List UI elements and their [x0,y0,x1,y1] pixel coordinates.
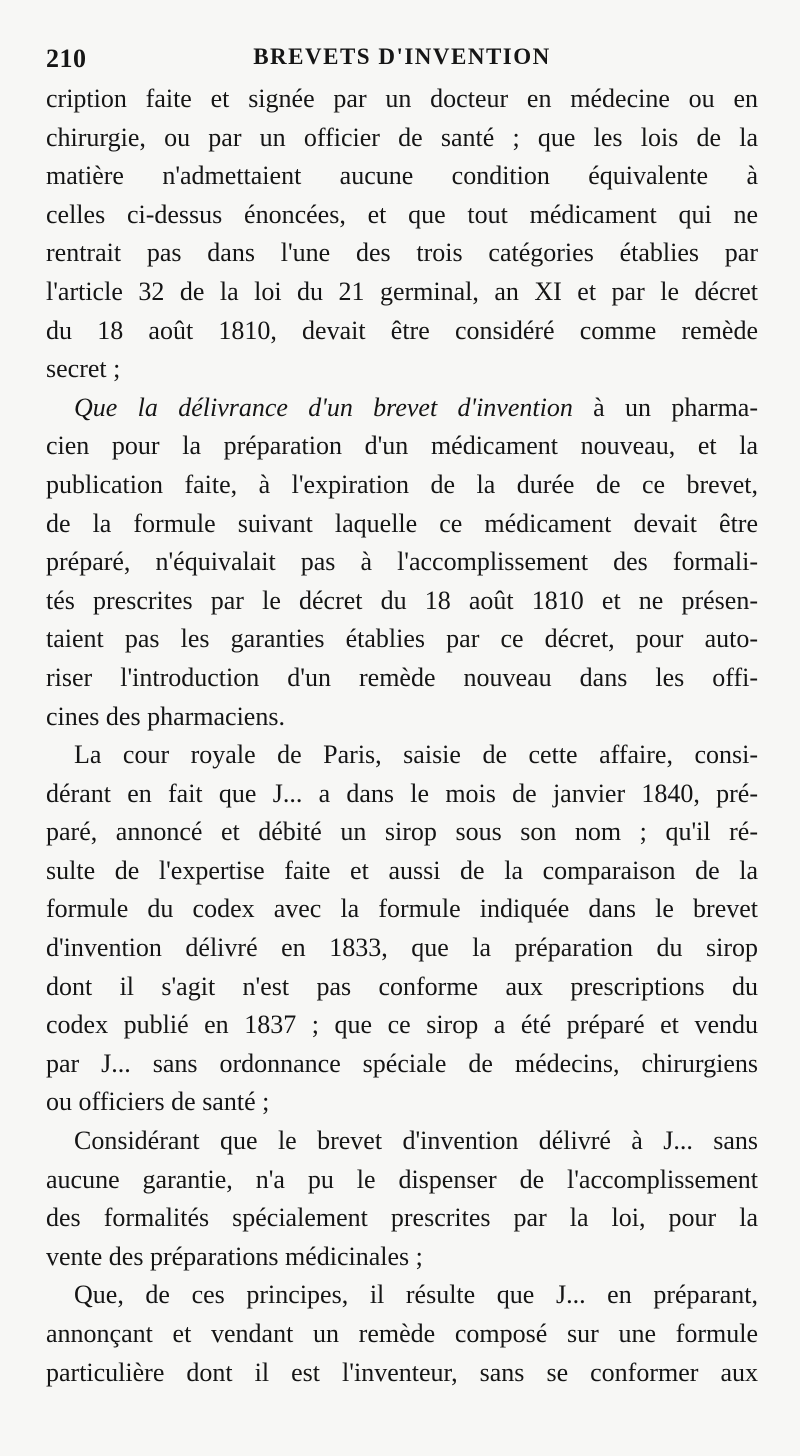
text-line: Que, de ces principes, il résulte que J... en préparant, [74,1280,758,1310]
text-line: l'article 32 de la loi du 21 germinal, an XI et par le décret [46,276,758,306]
italic-phrase: Que la délivrance d'un brevet d'invention [74,392,573,422]
body-text [46,80,758,1392]
page-header [46,38,758,78]
text-line: ou officiers de santé ; [46,1087,270,1117]
text-line: formule du codex avec la formule indiquée dans le brevet [46,894,758,924]
text-line: dérant en fait que J... a dans le mois de janvier 1840, pré- [46,778,758,808]
text-line: La cour royale de Paris, saisie de cette affaire, consi- [74,740,758,770]
text-line: matière n'admettaient aucune condition équivalente à [46,161,758,191]
text-line: publication faite, à l'expiration de la durée de ce brevet, [46,469,758,499]
text-line: riser l'introduction d'un remède nouveau dans les offi- [46,662,758,692]
text-line: celles ci-dessus énoncées, et que tout médicament qui ne [46,199,758,229]
text-line: préparé, n'équivalait pas à l'accomplissement des formali- [46,547,758,577]
text-line: de la formule suivant laquelle ce médicament devait être [46,508,758,538]
paragraph [46,736,758,1122]
text-line: chirurgie, ou par un officier de santé ; que les lois de la [46,122,758,152]
text-line: taient pas les garanties établies par ce décret, pour auto- [46,624,758,654]
text-line: paré, annoncé et débité un sirop sous son nom ; qu'il ré- [46,817,758,847]
text-line: cription faite et signée par un docteur en médecine ou en [46,84,758,113]
text-line: tés prescrites par le décret du 18 août 1810 et ne présen- [46,585,758,615]
paragraph [46,1276,758,1392]
text-line: Considérant que le brevet d'invention délivré à J... sans [74,1126,758,1156]
text-line: annonçant et vendant un remède composé sur une formule [46,1319,758,1348]
text-line: particulière dont il est l'inventeur, sans se conformer aux [46,1357,758,1387]
running-title: BREVETS D'INVENTION [253,44,551,69]
text-line: des formalités spécialement prescrites par la loi, pour la [46,1203,758,1233]
text-line: d'invention délivré en 1833, que la préparation du sirop [46,933,758,963]
text-line: par J... sans ordonnance spéciale de médecins, chirurgiens [46,1048,758,1078]
text-line: dont il s'agit n'est pas conforme aux prescriptions du [46,971,758,1001]
text-line: aucune garantie, n'a pu le dispenser de l'accomplissement [46,1164,758,1194]
text-line: vente des préparations médicinales ; [46,1241,423,1271]
text-line [46,389,758,428]
text-line: cines des pharmaciens. [46,701,285,731]
text-line: codex publié en 1837 ; que ce sirop a été préparé et vendu [46,1010,758,1040]
text-segment: à un pharma- [572,392,758,422]
text-line: sulte de l'expertise faite et aussi de la comparaison de la [46,855,758,885]
paragraph [46,80,758,389]
paragraph [46,1122,758,1276]
text-line: secret ; [46,354,121,384]
paragraph [46,389,758,736]
text-line: du 18 août 1810, devait être considéré comme remède [46,315,758,345]
text-line: rentrait pas dans l'une des trois catégories établies par [46,238,758,268]
text-line: cien pour la préparation d'un médicament nouveau, et la [46,431,758,461]
page-number: 210 [46,44,87,73]
